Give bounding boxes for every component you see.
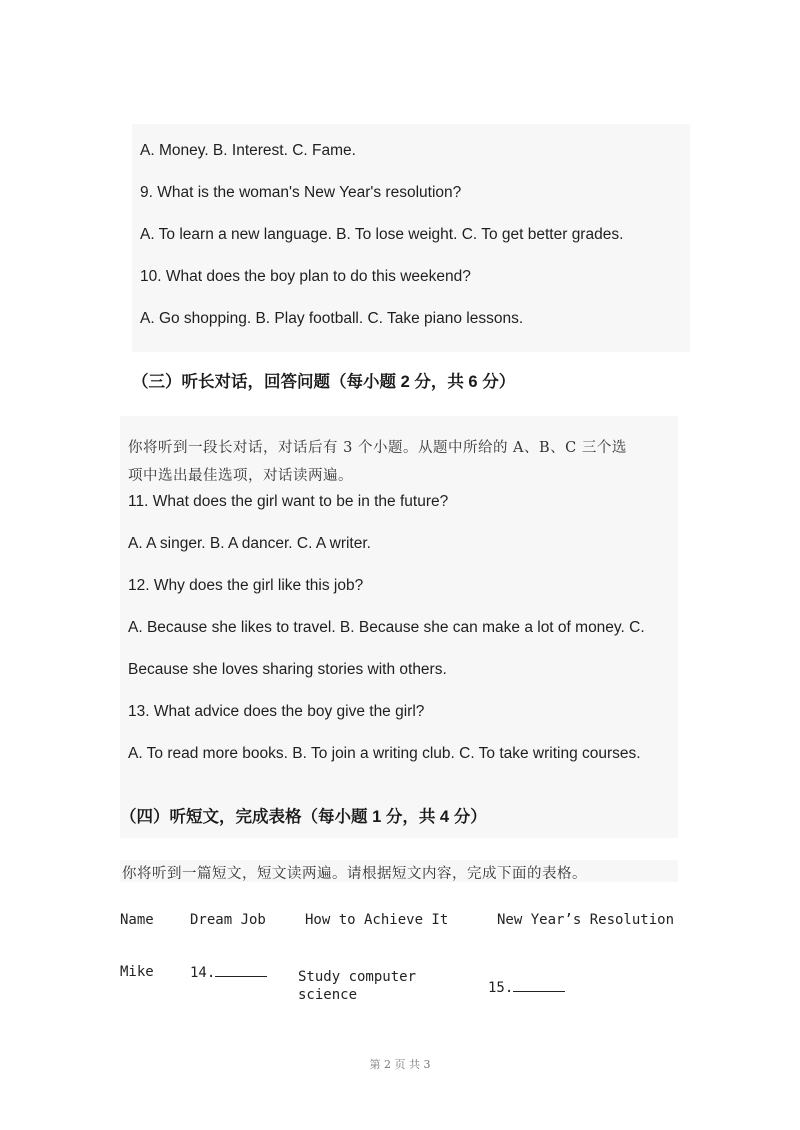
q12-options: A. Because she likes to travel. B. Because she can make a lot of money. C.	[128, 619, 645, 636]
q10-question: 10. What does the boy plan to do this weekend?	[140, 268, 471, 285]
q9-question: 9. What is the woman's New Year's resolution?	[140, 184, 462, 201]
q13-options: A. To read more books. B. To join a writing club. C. To take writing courses.	[128, 745, 641, 762]
section4-instructions: 你将听到一篇短文，短文读两遍。请根据短文内容，完成下面的表格。	[122, 866, 587, 882]
q13-question: 13. What advice does the boy give the girl?	[128, 703, 425, 720]
section3-instructions-line1: 你将听到一段长对话，对话后有 3 个小题。从题中所给的 A、B、C 三个选	[128, 440, 627, 456]
table-cell-name: Mike	[120, 964, 154, 980]
q9-options: A. To learn a new language. B. To lose weight. C. To get better grades.	[140, 226, 624, 243]
table-cell-how-line2: science	[298, 987, 358, 1003]
blank-14-number: 14.	[190, 965, 216, 981]
q11-question: 11. What does the girl want to be in the future?	[128, 493, 449, 510]
q12-question: 12. Why does the girl like this job?	[128, 577, 364, 594]
table-header-name: Name	[120, 912, 154, 928]
q12-options-cont: Because she loves sharing stories with others.	[128, 661, 447, 678]
blank-15-number: 15.	[488, 980, 514, 996]
section3-instructions-line2: 项中选出最佳选项，对话读两遍。	[128, 468, 353, 484]
table-header-how-to-achieve: How to Achieve It	[305, 912, 449, 928]
table-header-resolution: New Year’s Resolution	[497, 912, 675, 928]
section3-heading: （三）听长对话，回答问题（每小题 2 分，共 6 分）	[132, 373, 516, 391]
table-cell-resolution	[488, 979, 565, 996]
q8-options: A. Money. B. Interest. C. Fame.	[140, 142, 356, 159]
q11-options: A. A singer. B. A dancer. C. A writer.	[128, 535, 371, 552]
blank-14-line	[215, 964, 267, 977]
table-cell-dream-job	[190, 964, 267, 981]
page-footer: 第 2 页 共 3	[369, 1058, 431, 1071]
section4-heading: （四）听短文，完成表格（每小题 1 分，共 4 分）	[120, 808, 487, 826]
table-header-dream-job: Dream Job	[190, 912, 266, 928]
q10-options: A. Go shopping. B. Play football. C. Take piano lessons.	[140, 310, 524, 327]
blank-15-line	[513, 979, 565, 992]
table-cell-how-line1: Study computer	[298, 969, 417, 985]
